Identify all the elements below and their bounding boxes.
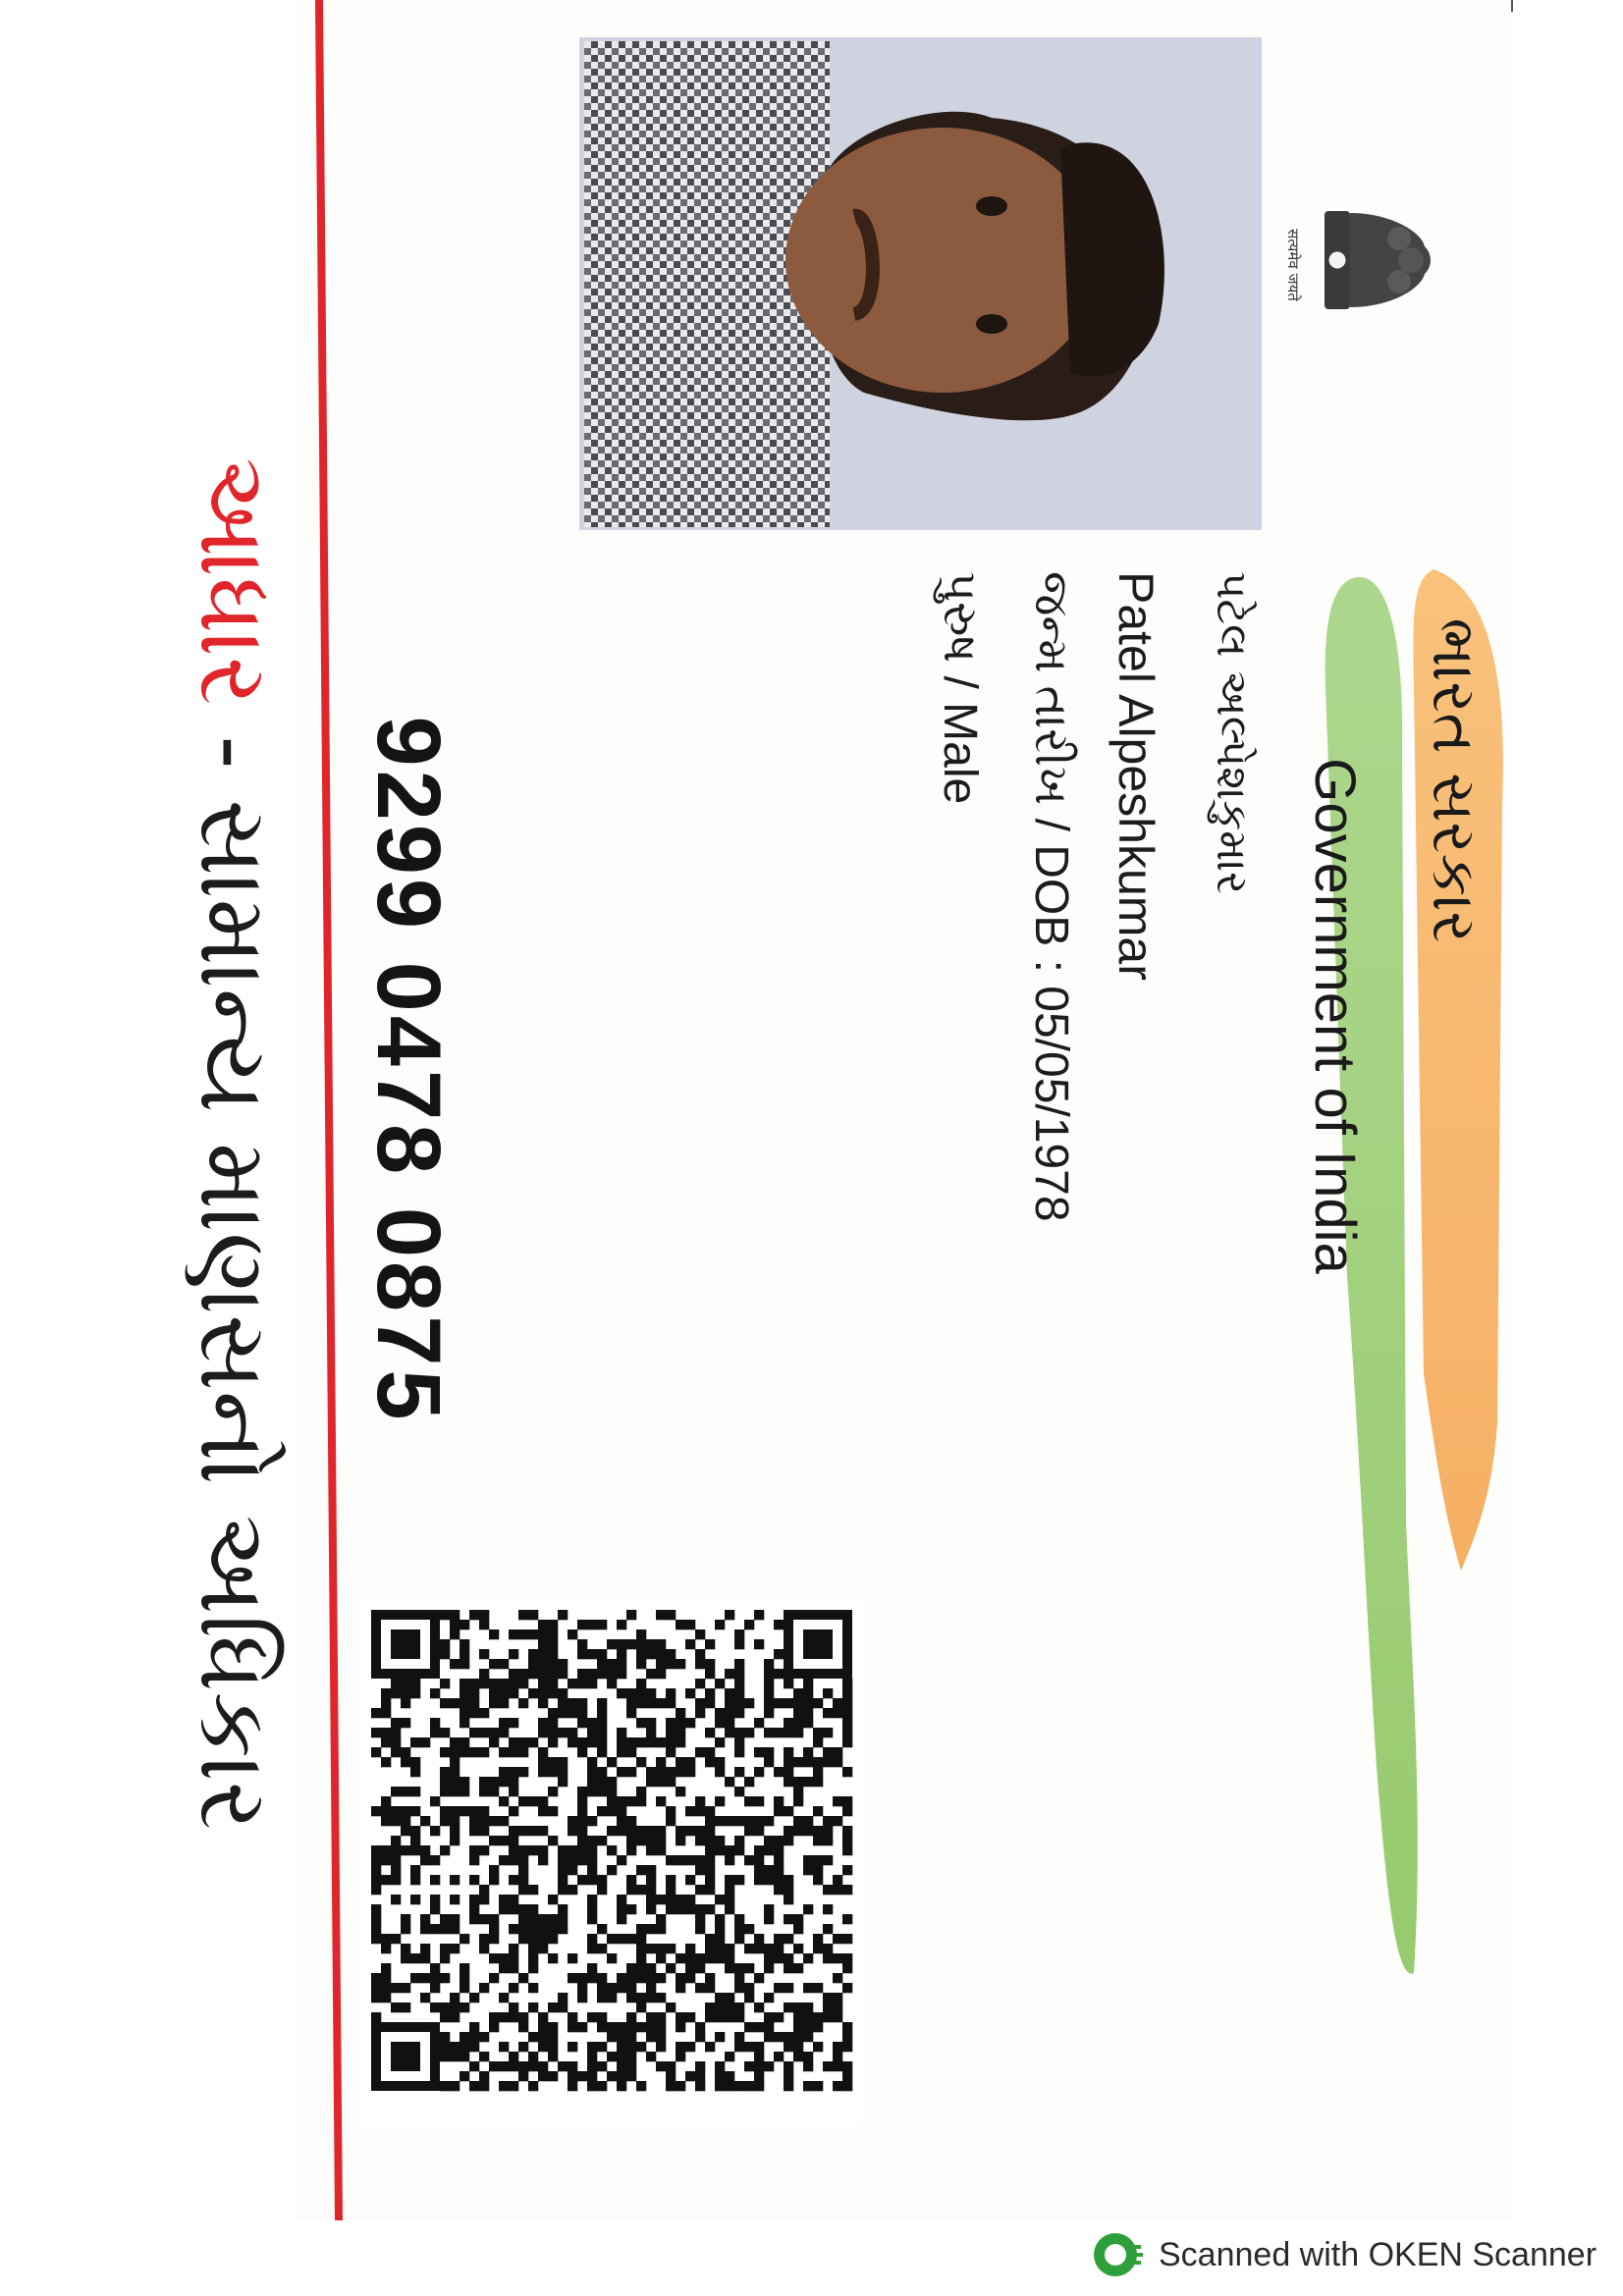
- emblem-motto: सत्यमेव जयते: [1284, 229, 1302, 301]
- aadhaar-number: 9299 0478 0875: [358, 716, 459, 1424]
- issuer-english: Government of India: [1303, 758, 1367, 1274]
- scanner-watermark: [1090, 2220, 1610, 2289]
- holder-name-gujarati: પટેલ અલ્પેશકુમાર: [1207, 571, 1257, 894]
- gender: પુરુષ / Male: [934, 571, 986, 805]
- qr-code: [361, 1600, 862, 2125]
- tagline-rest: - સામાન્ય માણસનો અધિકાર: [179, 735, 289, 1831]
- tagline: [179, 457, 289, 1831]
- holder-photo: [579, 37, 1262, 530]
- date-of-birth: જન્મ તારીખ / DOB : 05/05/1978: [1025, 571, 1077, 1222]
- tagline-aadhaar: આધાર: [179, 456, 289, 706]
- watermark-text: Scanned with OKEN Scanner: [1159, 2235, 1597, 2273]
- issuer-gujarati: ભારત સરકાર: [1419, 617, 1490, 943]
- oken-scanner-logo-icon: [1090, 2227, 1145, 2282]
- holder-name-english: Patel Alpeshkumar: [1109, 571, 1163, 981]
